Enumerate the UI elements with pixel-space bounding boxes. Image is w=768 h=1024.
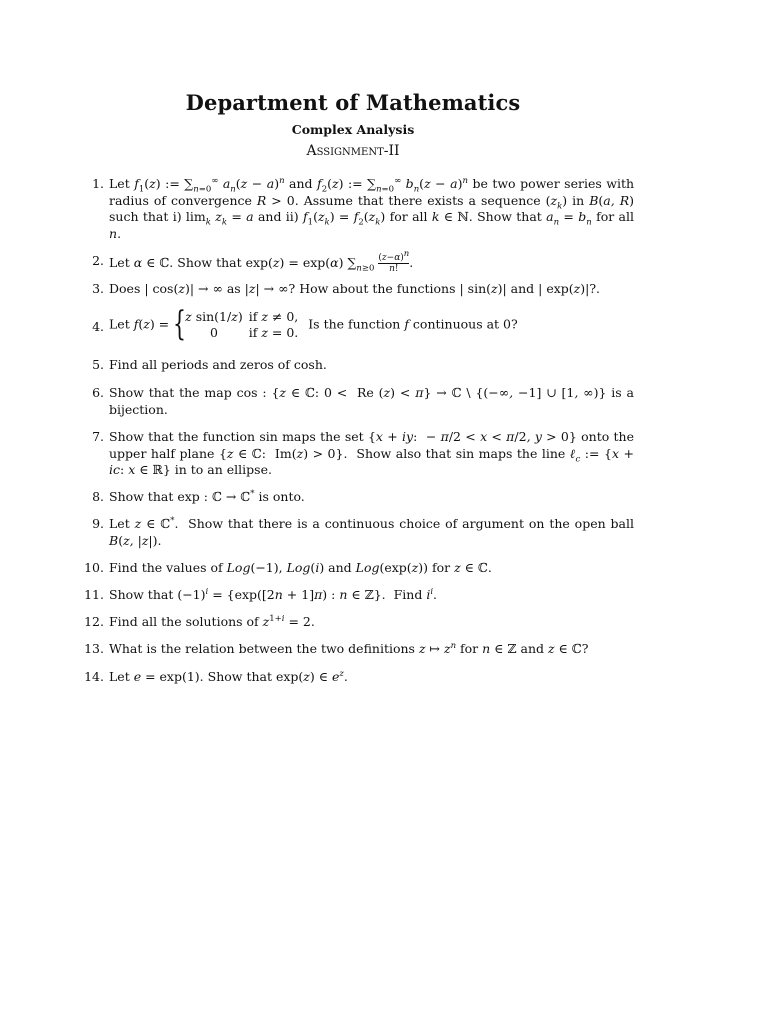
problem-number: 9. <box>92 516 104 531</box>
problem-number: 12. <box>84 614 104 629</box>
page-title: Department of Mathematics <box>185 90 521 115</box>
problem-number: 3. <box>92 281 104 296</box>
problem-number: 13. <box>84 641 104 656</box>
problem-text: Show that the function sin maps the set {x + iy: − π/2 < x < π/2, y > 0} onto the upper half plane {z ∈ ℂ: Im(z) > 0}. Show also that sin maps the line ℓ$_c$ := {x + ic: x ∈ ℝ} in to an ellipse. <box>109 429 635 478</box>
problem-text: Does | cos(z)| → ∞ as |z| → ∞? How about the functions | sin(z)| and | exp(z)|?. <box>109 281 601 296</box>
problem-text: Let $f_1(z)$ := $\sum_{n=0}^\infty$ $a_n(z - a)^n$ and $f_2(z)$ := $\sum_{n=0}^\infty$ $b_n(z - a)^n$ be two power series with radius of convergence R > 0. Assume that there exists a sequence $(z_k)$ in B(a, R) such that i) $\lim_k z_k = a$ and ii) $f_1(z_k) = f_2(z_k)$ for all k ∈ ℕ. Show that $a_n = b_n$ for all n. <box>109 175 635 241</box>
problem-text: Find all the solutions of $z^{1+i} = 2$. <box>109 613 315 629</box>
problem-number: 2. <box>92 253 104 268</box>
course-name: Complex Analysis <box>291 122 415 137</box>
problem-number: 4. <box>92 319 104 334</box>
problem-number: 1. <box>92 176 104 191</box>
problem-number: 14. <box>84 669 104 684</box>
problem-text: Let α ∈ ℂ. Show that exp(z) = exp(α) $\sum_{n\ge 0}$ $\frac{(z-\alpha)^n}{n!}$ . <box>109 249 414 274</box>
problem-text: Let f(z) = { z sin(1/z) if z ≠ 0, 0 if z = 0. Is the function f continuous at 0? <box>109 304 518 344</box>
problem-text: Show that $(-1)^i = \{\exp([2n + 1]\pi)$ : n ∈ ℤ}. Find $i^i$. <box>109 586 438 602</box>
problem-text: Show that exp : ℂ → ℂ* is onto. <box>109 488 305 504</box>
problem-number: 6. <box>92 385 104 400</box>
problem-text: Let z ∈ ℂ*. Show that there is a continuous choice of argument on the open ball B(z, |z|). <box>109 515 634 548</box>
problem-number: 8. <box>92 489 104 504</box>
problem-text: What is the relation between the two definitions z ↦ $z^n$ for n ∈ ℤ and z ∈ ℂ? <box>109 640 589 656</box>
problem-number: 10. <box>84 560 104 575</box>
assignment-title: Assignment-II <box>306 143 400 159</box>
problem-number: 11. <box>84 587 104 602</box>
problem-text: Let e = exp(1). Show that exp(z) ∈ $e^z$. <box>109 668 348 684</box>
problem-text: Show that the map cos : {z ∈ ℂ: 0 < Re (z) < π} → ℂ \ {(−∞, −1] ∪ [1, ∞)} is a bijection. <box>109 385 635 417</box>
problem-number: 5. <box>92 357 104 372</box>
problem-text: Find the values of Log(−1), Log(i) and Log(exp(z)) for z ∈ ℂ. <box>109 560 492 575</box>
problem-number: 7. <box>92 429 104 444</box>
problem-text: Find all periods and zeros of cosh. <box>109 357 327 372</box>
